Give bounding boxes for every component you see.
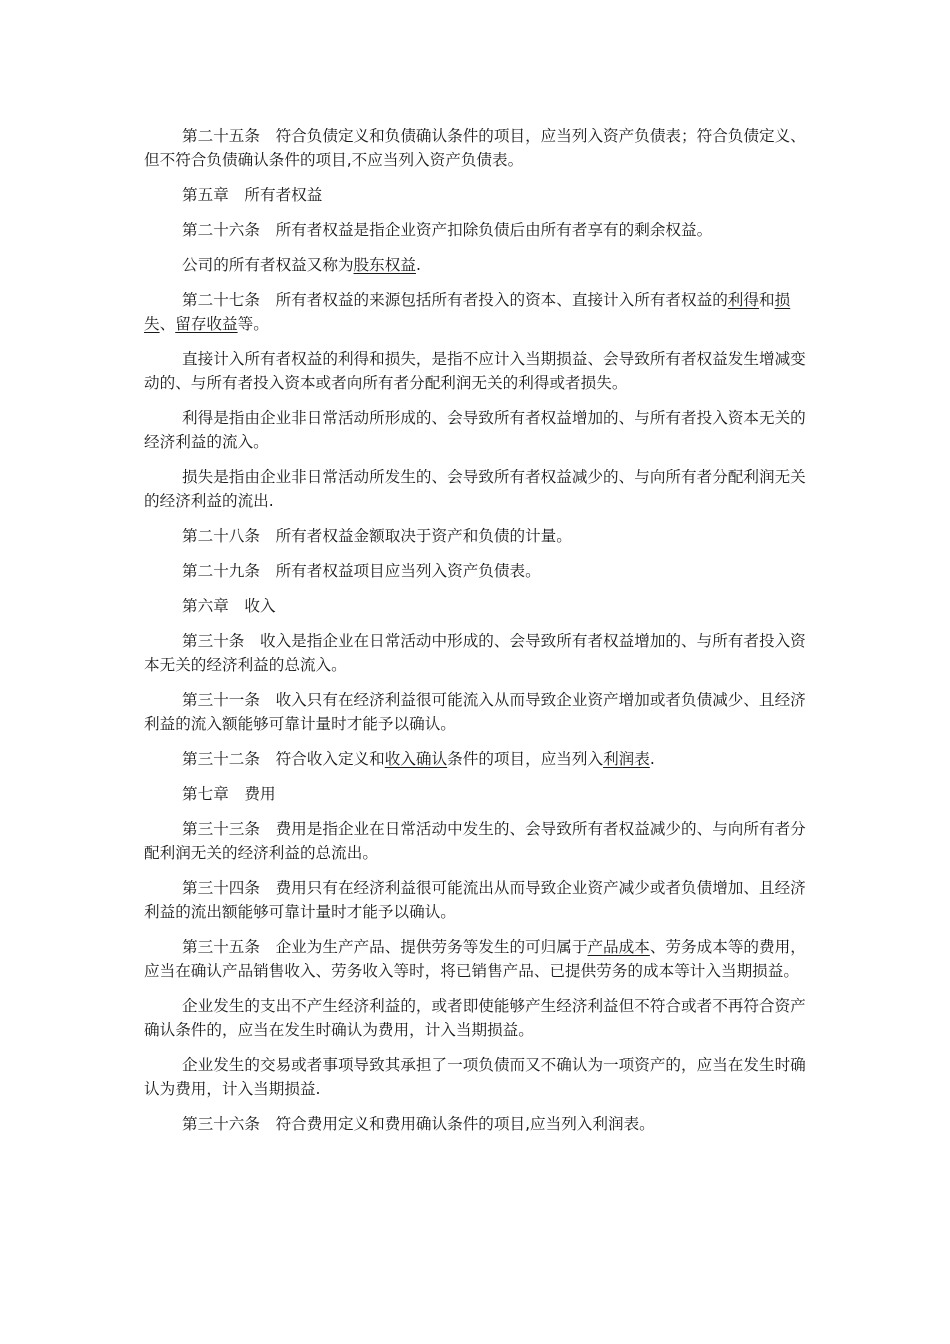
paragraph-text: 第二十八条 所有者权益金额取决于资产和负债的计量。 [182,527,572,545]
paragraph [144,524,808,548]
paragraph [144,347,808,395]
paragraph-text: 第二十五条 符合负债定义和负债确认条件的项目，应当列入资产负债表；符合负债定义、但不符合负债确认条件的项目,不应当列入资产负债表。 [144,127,806,169]
paragraph [144,465,808,513]
paragraph-text: 利得是指由企业非日常活动所形成的、会导致所有者权益增加的、与所有者投入资本无关的经济利益的流入。 [144,409,806,451]
paragraph [144,183,808,207]
hyperlink[interactable]: 损失 [144,291,791,333]
paragraph-text: 企业发生的支出不产生经济利益的，或者即使能够产生经济利益但不符合或者不再符合资产确认条件的，应当在发生时确认为费用，计入当期损益。 [144,997,806,1039]
paragraph [144,688,808,736]
paragraph [144,559,808,583]
paragraph [144,629,808,677]
paragraph-text: 公司的所有者权益又称为 [182,256,354,274]
paragraph-text: 第六章 收入 [182,597,276,615]
paragraph-text: 第三十条 收入是指企业在日常活动中形成的、会导致所有者权益增加的、与所有者投入资本无关的经济利益的总流入。 [144,632,806,674]
paragraph-text: 第七章 费用 [182,785,276,803]
paragraph [144,594,808,618]
paragraph [144,124,808,172]
paragraph [144,406,808,454]
paragraph [144,218,808,242]
hyperlink[interactable]: 股东权益 [353,256,416,274]
hyperlink[interactable]: 留存收益 [175,315,238,333]
hyperlink[interactable]: 利得 [727,291,759,309]
paragraph-text: . [649,750,655,768]
paragraph-text: 条件的项目，应当列入 [447,750,604,768]
hyperlink[interactable]: 产品成本 [587,938,650,956]
paragraph-text: 和 [759,291,775,309]
paragraph-text: 等。 [237,315,269,333]
paragraph-text: 企业发生的交易或者事项导致其承担了一项负债而又不确认为一项资产的，应当在发生时确认为费用，计入当期损益. [144,1056,806,1098]
paragraph [144,288,808,336]
paragraph [144,876,808,924]
paragraph [144,817,808,865]
paragraph-text: 第二十六条 所有者权益是指企业资产扣除负债后由所有者享有的剩余权益。 [182,221,713,239]
paragraph [144,1053,808,1101]
paragraph-text: . [415,256,421,274]
paragraph-text: 第三十五条 企业为生产产品、提供劳务等发生的可归属于 [182,938,588,956]
paragraph [144,994,808,1042]
paragraph-text: 第三十六条 符合费用定义和费用确认条件的项目,应当列入利润表。 [182,1115,655,1133]
paragraph [144,1112,808,1136]
paragraph-text: 第三十一条 收入只有在经济利益很可能流入从而导致企业资产增加或者负债减少、且经济利益的流入额能够可靠计量时才能予以确认。 [144,691,806,733]
paragraph-text: 、劳务成本等的费用，应当在确认产品销售收入、劳务收入等时，将已销售产品、已提供劳务的成本等计入当期损益。 [144,938,806,980]
paragraph-text: 第三十三条 费用是指企业在日常活动中发生的、会导致所有者权益减少的、与向所有者分配利润无关的经济利益的总流出。 [144,820,806,862]
paragraph [144,935,808,983]
paragraph [144,747,808,771]
paragraph-text: 、 [159,315,176,333]
paragraph [144,782,808,806]
paragraph-text: 直接计入所有者权益的利得和损失，是指不应计入当期损益、会导致所有者权益发生增减变动的、与所有者投入资本或者向所有者分配利润无关的利得或者损失。 [144,350,806,392]
hyperlink[interactable]: 利润表 [603,750,650,768]
paragraph [144,253,808,277]
paragraph-text: 第二十七条 所有者权益的来源包括所有者投入的资本、直接计入所有者权益的 [182,291,728,309]
document-body [144,124,808,1147]
paragraph-text: 第二十九条 所有者权益项目应当列入资产负债表。 [182,562,541,580]
paragraph-text: 第五章 所有者权益 [182,186,323,204]
paragraph-text: 损失是指由企业非日常活动所发生的、会导致所有者权益减少的、与向所有者分配利润无关的经济利益的流出. [144,468,806,510]
hyperlink[interactable]: 收入确认 [384,750,448,768]
paragraph-text: 第三十四条 费用只有在经济利益很可能流出从而导致企业资产减少或者负债增加、且经济利益的流出额能够可靠计量时才能予以确认。 [144,879,806,921]
paragraph-text: 第三十二条 符合收入定义和 [182,750,385,768]
